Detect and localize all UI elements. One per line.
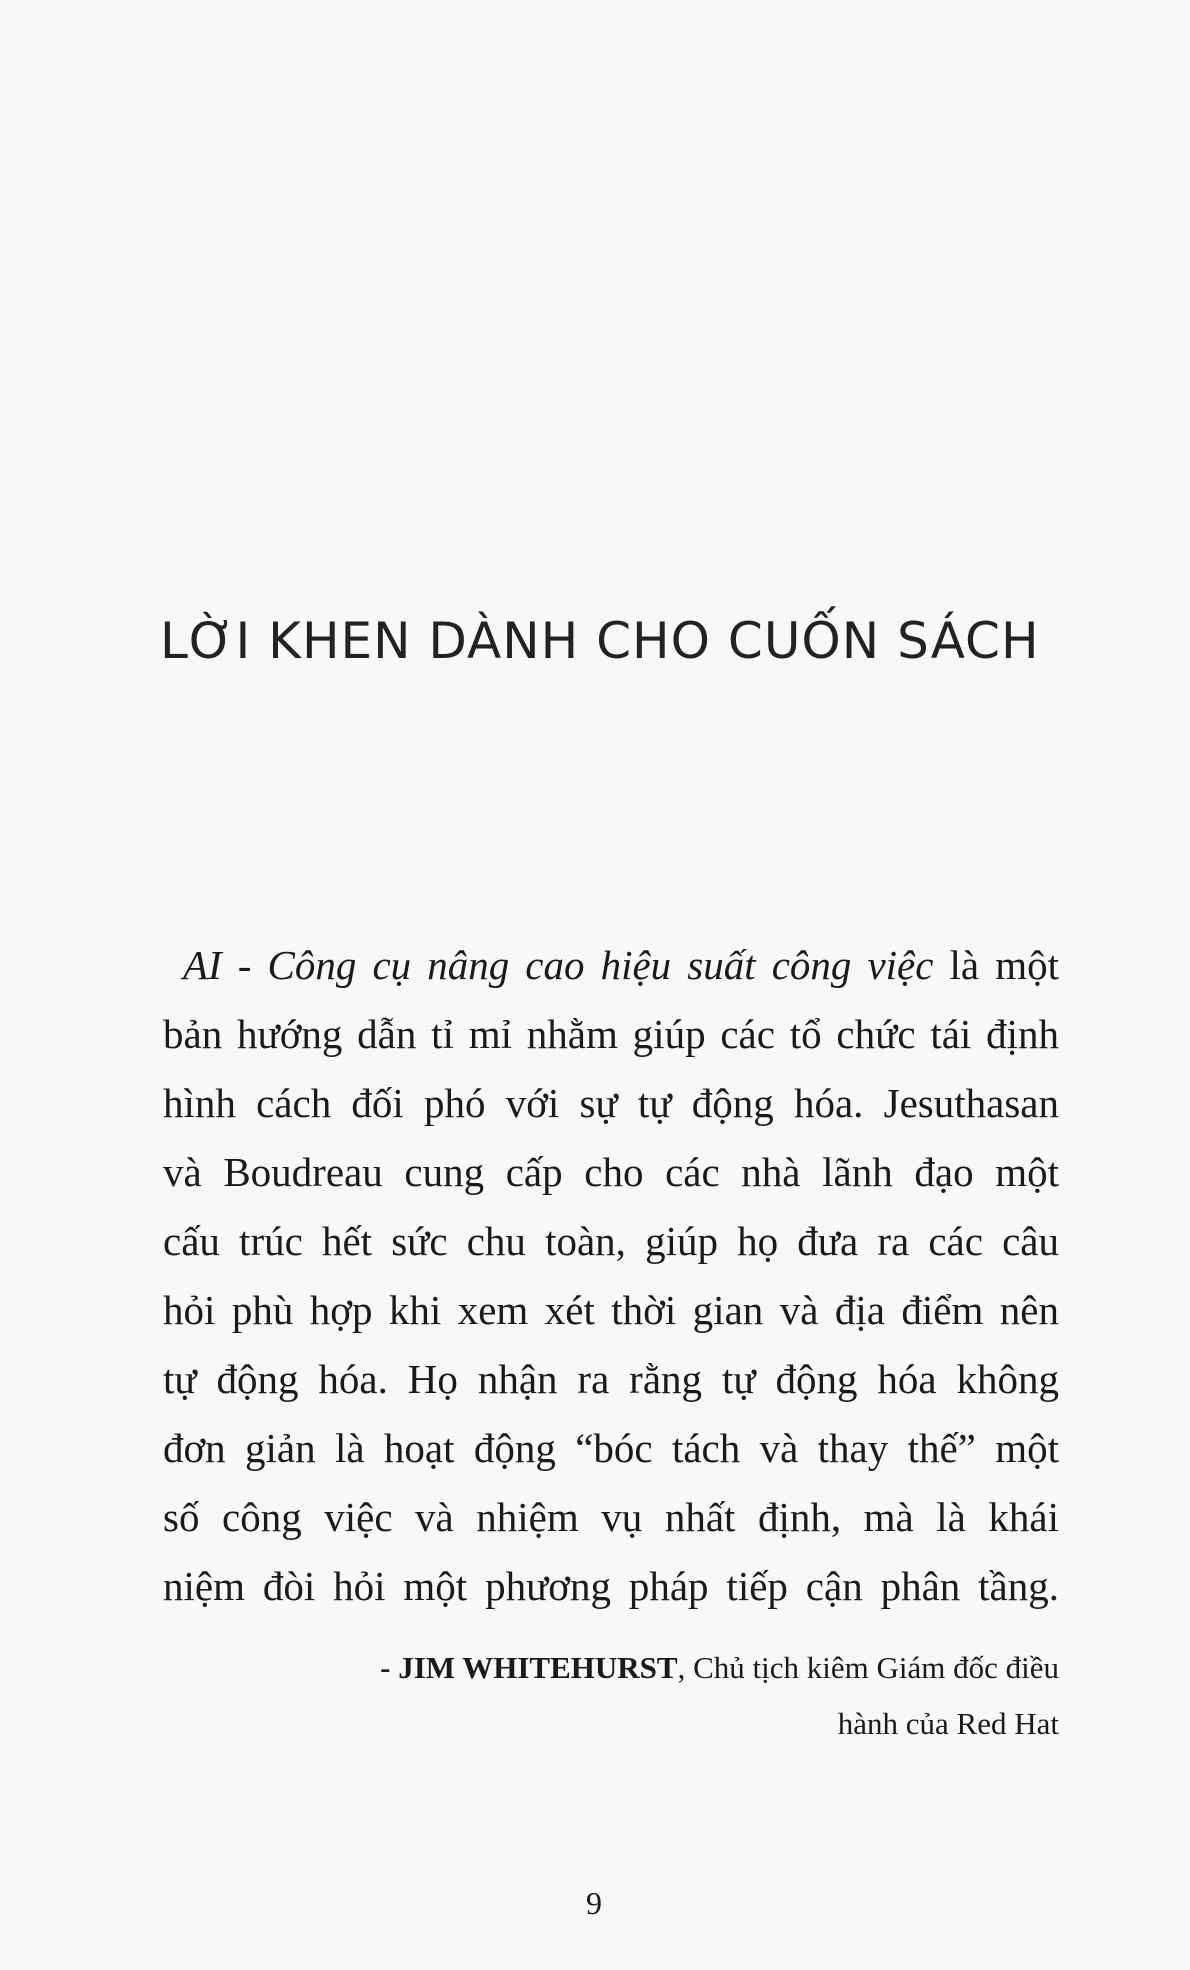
author-role: , Chủ tịch kiêm Giám đốc điều [677,1650,1059,1685]
quote-text: là một [933,942,1059,988]
page-number: 9 [586,1885,602,1921]
quote-body [163,935,1059,1625]
book-title: AI - Công cụ nâng cao hiệu suất công việc [183,942,934,988]
quote-line: cấu trúc hết sức chu toàn, giúp họ đưa ra các câu [163,1218,1059,1264]
author-name: - JIM WHITEHURST [380,1650,678,1685]
page-title: LỜI KHEN DÀNH CHO CUỐN SÁCH [160,612,1040,670]
author-role-cont: hành của Red Hat [837,1706,1059,1741]
quote-line [163,935,1059,1004]
quote-line: tự động hóa. Họ nhận ra rằng tự động hóa không [163,1356,1059,1402]
attribution [380,1640,1059,1752]
quote-line: và Boudreau cung cấp cho các nhà lãnh đạo một [163,1149,1059,1195]
quote-line: số công việc và nhiệm vụ nhất định, mà là khái [163,1494,1059,1540]
quote-line: niệm đòi hỏi một phương pháp tiếp cận phân tầng. [163,1563,1059,1609]
quote-line: hỏi phù hợp khi xem xét thời gian và địa điểm nên [163,1287,1059,1333]
quote-line: bản hướng dẫn tỉ mỉ nhằm giúp các tổ chức tái định [163,1011,1059,1057]
quote-line: hình cách đối phó với sự tự động hóa. Jesuthasan [163,1080,1059,1126]
quote-line: đơn giản là hoạt động “bóc tách và thay thế” một [163,1425,1059,1471]
